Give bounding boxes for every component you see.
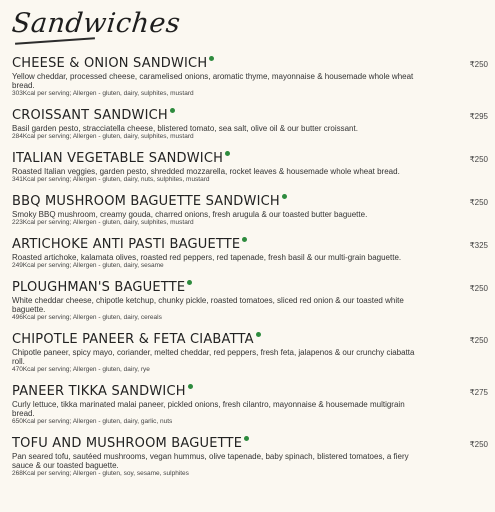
item-nutrition: 249Kcal per serving; Allergen - gluten, dairy, sesame [12, 262, 164, 269]
item-price: ₹250 [469, 155, 488, 164]
menu-item [12, 384, 488, 426]
item-name: PANEER TIKKA SANDWICH [12, 384, 186, 399]
veg-indicator-icon [209, 56, 214, 61]
veg-indicator-icon [187, 280, 192, 285]
menu-item [12, 151, 488, 184]
item-name: CROISSANT SANDWICH [12, 108, 168, 123]
item-name: CHEESE & ONION SANDWICH [12, 56, 208, 71]
item-name: PLOUGHMAN'S BAGUETTE [12, 280, 186, 295]
item-name: TOFU AND MUSHROOM BAGUETTE [12, 436, 243, 451]
item-description: Smoky BBQ mushroom, creamy gouda, charred onions, fresh arugula & our toasted butter baguette. [12, 210, 368, 219]
item-nutrition: 496Kcal per serving; Allergen - gluten, dairy, cereals [12, 314, 162, 321]
menu-title: Sandwiches [10, 8, 182, 39]
menu-item [12, 108, 488, 141]
veg-indicator-icon [282, 194, 287, 199]
item-nutrition: 284Kcal per serving; Allergen - gluten, dairy, sulphites, mustard [12, 133, 194, 140]
item-price: ₹325 [469, 241, 488, 250]
veg-indicator-icon [244, 436, 249, 441]
item-nutrition: 341Kcal per serving; Allergen - gluten, dairy, nuts, sulphites, mustard [12, 176, 210, 183]
item-nutrition: 303Kcal per serving; Allergen - gluten, dairy, sulphites, mustard [12, 90, 194, 97]
item-description: Curly lettuce, tikka marinated malai paneer, pickled onions, fresh cilantro, mayonnaise & housemade multigrain bread. [12, 400, 405, 418]
item-price: ₹250 [469, 440, 488, 449]
menu-items-list [12, 56, 488, 488]
item-name: CHIPOTLE PANEER & FETA CIABATTA [12, 332, 254, 347]
item-price: ₹250 [469, 198, 488, 207]
menu-item [12, 332, 488, 374]
item-price: ₹250 [469, 336, 488, 345]
veg-indicator-icon [242, 237, 247, 242]
item-description: Roasted Italian veggies, garden pesto, shredded mozzarella, rocket leaves & housemade whole wheat bread. [12, 167, 400, 176]
veg-indicator-icon [188, 384, 193, 389]
item-name: BBQ MUSHROOM BAGUETTE SANDWICH [12, 194, 280, 209]
menu-item [12, 194, 488, 227]
item-nutrition: 470Kcal per serving; Allergen - gluten, dairy, rye [12, 366, 150, 373]
item-price: ₹295 [469, 112, 488, 121]
menu-item [12, 436, 488, 478]
menu-item [12, 280, 488, 322]
item-description: White cheddar cheese, chipotle ketchup, chunky pickle, roasted tomatoes, sliced red onion & our toasted white baguette. [12, 296, 404, 314]
item-name: ITALIAN VEGETABLE SANDWICH [12, 151, 224, 166]
item-description: Pan seared tofu, sautéed mushrooms, vegan hummus, olive tapenade, baby spinach, blistered tomatoes, a fiery sauce & our toasted baguette. [12, 452, 409, 470]
item-price: ₹250 [469, 60, 488, 69]
item-price: ₹275 [469, 388, 488, 397]
item-nutrition: 268Kcal per serving; Allergen - gluten, soy, sesame, sulphites [12, 470, 189, 477]
veg-indicator-icon [170, 108, 175, 113]
menu-item [12, 56, 488, 98]
item-name: ARTICHOKE ANTI PASTI BAGUETTE [12, 237, 241, 252]
item-nutrition: 223Kcal per serving; Allergen - gluten, dairy, sulphites, mustard [12, 219, 194, 226]
veg-indicator-icon [225, 151, 230, 156]
item-description: Yellow cheddar, processed cheese, caramelised onions, aromatic thyme, mayonnaise & housemade whole wheat bread. [12, 72, 414, 90]
item-description: Chipotle paneer, spicy mayo, coriander, melted cheddar, red peppers, fresh feta, jalapenos & our crunchy ciabatta roll. [12, 348, 415, 366]
item-nutrition: 650Kcal per serving; Allergen - gluten, dairy, garlic, nuts [12, 418, 173, 425]
veg-indicator-icon [256, 332, 261, 337]
item-description: Roasted artichoke, kalamata olives, roasted red peppers, red tapenade, fresh basil & our multi-grain baguette. [12, 253, 402, 262]
menu-item [12, 237, 488, 270]
item-price: ₹250 [469, 284, 488, 293]
item-description: Basil garden pesto, stracciatella cheese, blistered tomato, sea salt, olive oil & our butter croissant. [12, 124, 358, 133]
